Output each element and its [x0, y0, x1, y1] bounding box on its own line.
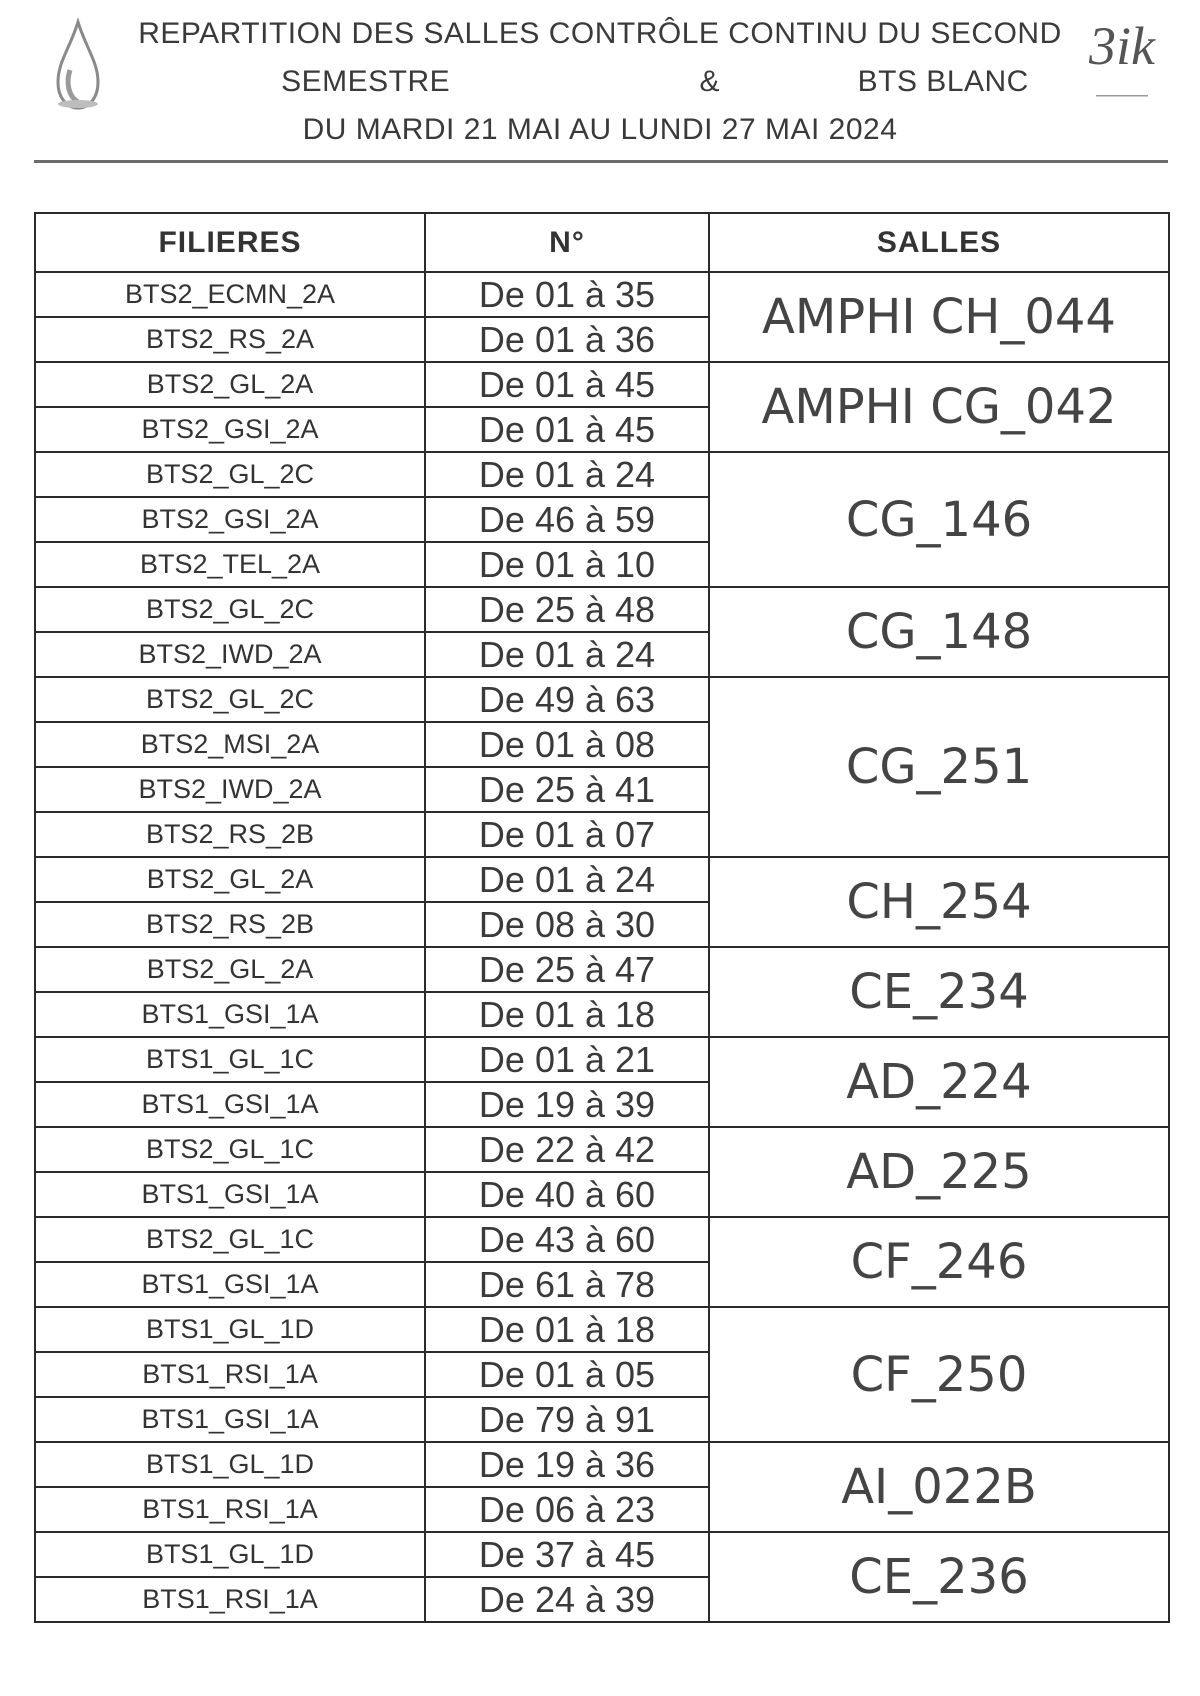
salle-cell: AI_022B	[709, 1442, 1169, 1532]
filiere-cell: BTS2_RS_2B	[35, 902, 425, 947]
table-row	[35, 1127, 1169, 1172]
filiere-cell: BTS1_GL_1C	[35, 1037, 425, 1082]
institute-logo-right	[1082, 16, 1162, 114]
salle-cell: AD_225	[709, 1127, 1169, 1217]
filiere-cell: BTS1_GSI_1A	[35, 1082, 425, 1127]
numero-range-cell: De 49 à 63	[425, 677, 709, 722]
salle-cell: CG_251	[709, 677, 1169, 857]
table-row	[35, 677, 1169, 722]
numero-range-cell: De 43 à 60	[425, 1217, 709, 1262]
header-divider	[34, 160, 1168, 163]
table-row	[35, 947, 1169, 992]
filiere-cell: BTS2_GL_2C	[35, 677, 425, 722]
table-row	[35, 857, 1169, 902]
numero-range-cell: De 01 à 08	[425, 722, 709, 767]
filiere-cell: BTS1_GSI_1A	[35, 1262, 425, 1307]
table-row	[35, 452, 1169, 497]
filiere-cell: BTS1_GL_1D	[35, 1442, 425, 1487]
table-header-row	[35, 213, 1169, 272]
numero-range-cell: De 06 à 23	[425, 1487, 709, 1532]
filiere-cell: BTS2_MSI_2A	[35, 722, 425, 767]
numero-range-cell: De 79 à 91	[425, 1397, 709, 1442]
column-header-numero: N°	[425, 213, 709, 272]
numero-range-cell: De 61 à 78	[425, 1262, 709, 1307]
table-row	[35, 362, 1169, 407]
filiere-cell: BTS2_GL_2A	[35, 857, 425, 902]
numero-range-cell: De 01 à 18	[425, 992, 709, 1037]
title-line-2	[110, 58, 1090, 106]
salle-cell: CG_146	[709, 452, 1169, 587]
numero-range-cell: De 01 à 18	[425, 1307, 709, 1352]
filiere-cell: BTS2_IWD_2A	[35, 767, 425, 812]
numero-range-cell: De 25 à 48	[425, 587, 709, 632]
filiere-cell: BTS2_GSI_2A	[35, 407, 425, 452]
numero-range-cell: De 25 à 47	[425, 947, 709, 992]
numero-range-cell: De 40 à 60	[425, 1172, 709, 1217]
filiere-cell: BTS2_RS_2A	[35, 317, 425, 362]
table-row	[35, 587, 1169, 632]
table-row	[35, 1217, 1169, 1262]
table-row	[35, 1037, 1169, 1082]
numero-range-cell: De 01 à 45	[425, 407, 709, 452]
numero-range-cell: De 01 à 36	[425, 317, 709, 362]
salle-cell: CF_246	[709, 1217, 1169, 1307]
numero-range-cell: De 01 à 45	[425, 362, 709, 407]
salle-cell: CE_234	[709, 947, 1169, 1037]
document-title	[110, 10, 1090, 154]
filiere-cell: BTS2_IWD_2A	[35, 632, 425, 677]
numero-range-cell: De 01 à 05	[425, 1352, 709, 1397]
logo-tagline-icon	[1082, 92, 1162, 103]
title-bts-blanc: BTS BLANC	[857, 65, 1029, 98]
salle-cell: CG_148	[709, 587, 1169, 677]
filiere-cell: BTS1_RSI_1A	[35, 1487, 425, 1532]
table-body	[35, 272, 1169, 1622]
filiere-cell: BTS2_GL_2C	[35, 452, 425, 497]
salle-cell: CF_250	[709, 1307, 1169, 1442]
column-header-salles: SALLES	[709, 213, 1169, 272]
table-row	[35, 1532, 1169, 1577]
numero-range-cell: De 01 à 24	[425, 452, 709, 497]
filiere-cell: BTS2_GL_2A	[35, 947, 425, 992]
salle-cell: CH_254	[709, 857, 1169, 947]
numero-range-cell: De 01 à 07	[425, 812, 709, 857]
title-semestre: SEMESTRE	[281, 65, 451, 98]
title-ampersand: &	[699, 65, 720, 98]
numero-range-cell: De 19 à 36	[425, 1442, 709, 1487]
numero-range-cell: De 24 à 39	[425, 1577, 709, 1622]
filiere-cell: BTS1_GL_1D	[35, 1532, 425, 1577]
filiere-cell: BTS1_GSI_1A	[35, 1397, 425, 1442]
logo-mark: 3ik	[1089, 16, 1155, 76]
salle-cell: CE_236	[709, 1532, 1169, 1622]
filiere-cell: BTS2_GSI_2A	[35, 497, 425, 542]
salle-cell: AMPHI CH_044	[709, 272, 1169, 362]
filiere-cell: BTS1_GL_1D	[35, 1307, 425, 1352]
table-row	[35, 1442, 1169, 1487]
numero-range-cell: De 25 à 41	[425, 767, 709, 812]
numero-range-cell: De 01 à 10	[425, 542, 709, 587]
numero-range-cell: De 22 à 42	[425, 1127, 709, 1172]
numero-range-cell: De 37 à 45	[425, 1532, 709, 1577]
filiere-cell: BTS1_RSI_1A	[35, 1352, 425, 1397]
room-allocation-table	[34, 212, 1170, 1623]
title-line-1: REPARTITION DES SALLES CONTRÔLE CONTINU DU SECOND	[138, 17, 1062, 50]
filiere-cell: BTS2_GL_1C	[35, 1217, 425, 1262]
numero-range-cell: De 01 à 24	[425, 857, 709, 902]
filiere-cell: BTS1_GSI_1A	[35, 992, 425, 1037]
school-logo-left-icon	[48, 18, 108, 114]
numero-range-cell: De 08 à 30	[425, 902, 709, 947]
salle-cell: AMPHI CG_042	[709, 362, 1169, 452]
filiere-cell: BTS2_ECMN_2A	[35, 272, 425, 317]
filiere-cell: BTS1_RSI_1A	[35, 1577, 425, 1622]
salle-cell: AD_224	[709, 1037, 1169, 1127]
title-date-range: DU MARDI 21 MAI AU LUNDI 27 MAI 2024	[302, 113, 898, 146]
numero-range-cell: De 46 à 59	[425, 497, 709, 542]
column-header-filieres: FILIERES	[35, 213, 425, 272]
filiere-cell: BTS2_RS_2B	[35, 812, 425, 857]
filiere-cell: BTS2_GL_1C	[35, 1127, 425, 1172]
filiere-cell: BTS1_GSI_1A	[35, 1172, 425, 1217]
filiere-cell: BTS2_TEL_2A	[35, 542, 425, 587]
numero-range-cell: De 01 à 21	[425, 1037, 709, 1082]
filiere-cell: BTS2_GL_2C	[35, 587, 425, 632]
numero-range-cell: De 01 à 35	[425, 272, 709, 317]
numero-range-cell: De 01 à 24	[425, 632, 709, 677]
table-row	[35, 1307, 1169, 1352]
table-row	[35, 272, 1169, 317]
numero-range-cell: De 19 à 39	[425, 1082, 709, 1127]
filiere-cell: BTS2_GL_2A	[35, 362, 425, 407]
